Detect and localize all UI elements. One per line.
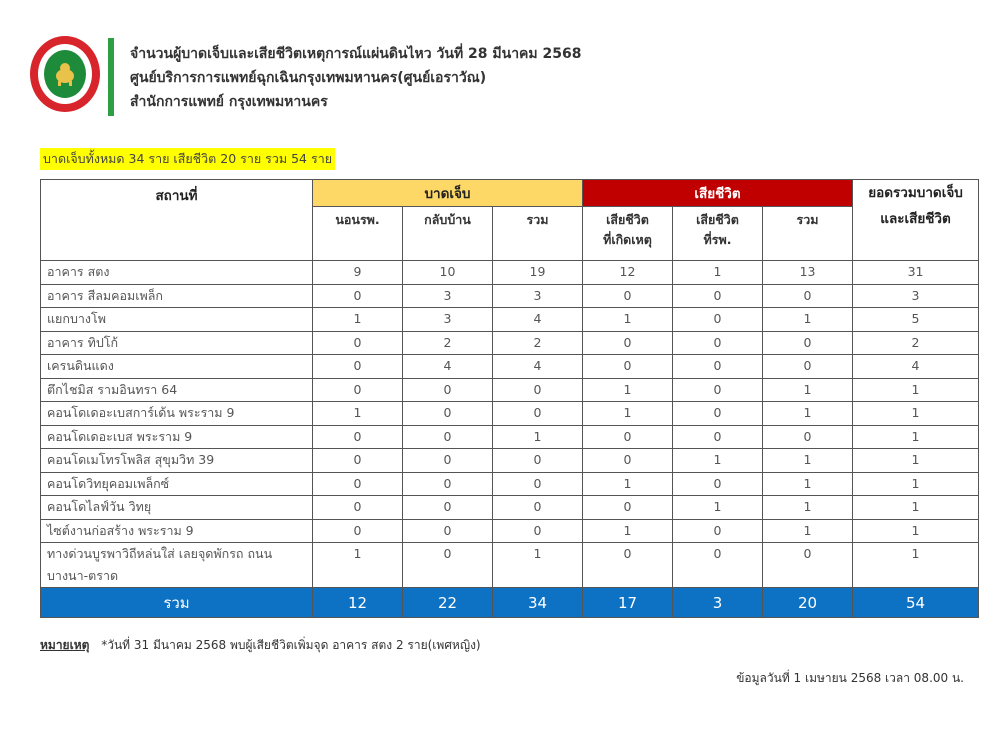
location-name: แยกบางโพ xyxy=(41,308,313,332)
count-cell: 1 xyxy=(493,543,583,588)
count-cell: 4 xyxy=(493,308,583,332)
table-row xyxy=(41,308,979,332)
count-cell: 0 xyxy=(673,378,763,402)
count-cell: 0 xyxy=(583,355,673,379)
report-header xyxy=(30,36,730,120)
count-cell: 0 xyxy=(583,449,673,473)
count-cell: 0 xyxy=(763,284,853,308)
count-cell: 0 xyxy=(493,378,583,402)
total-cell: 20 xyxy=(763,588,853,618)
count-cell: 0 xyxy=(583,284,673,308)
count-cell: 0 xyxy=(673,284,763,308)
count-cell: 0 xyxy=(403,449,493,473)
count-cell: 2 xyxy=(493,331,583,355)
table-row xyxy=(41,284,979,308)
count-cell: 12 xyxy=(583,261,673,285)
department-name: สำนักการแพทย์ กรุงเทพมหานคร xyxy=(130,94,328,110)
count-cell: 3 xyxy=(493,284,583,308)
count-cell: 0 xyxy=(313,519,403,543)
subheader-in-hospital: นอนรพ. xyxy=(313,207,403,261)
count-cell: 10 xyxy=(403,261,493,285)
location-name: คอนโดไลฟ์วัน วิทยุ xyxy=(41,496,313,520)
column-header-grand-total xyxy=(853,180,979,261)
table-row xyxy=(41,543,979,588)
count-cell: 1 xyxy=(763,308,853,332)
count-cell: 0 xyxy=(403,543,493,588)
location-name: เครนดินแดง xyxy=(41,355,313,379)
footnote-text: *วันที่ 31 มีนาคม 2568 พบผู้เสียชีวิตเพิ่มจุด อาคาร สตง 2 ราย(เพศหญิง) xyxy=(101,638,481,652)
location-name: อาคาร สตง xyxy=(41,261,313,285)
count-cell: 1 xyxy=(583,308,673,332)
location-name: คอนโดเดอะเบส พระราม 9 xyxy=(41,425,313,449)
count-cell: 1 xyxy=(853,472,979,496)
total-cell: 22 xyxy=(403,588,493,618)
count-cell: 0 xyxy=(313,331,403,355)
count-cell: 0 xyxy=(673,355,763,379)
subheader-dead-at-scene: เสียชีวิต ที่เกิดเหตุ xyxy=(583,207,673,261)
count-cell: 0 xyxy=(313,496,403,520)
count-cell: 1 xyxy=(853,496,979,520)
count-cell: 1 xyxy=(763,378,853,402)
total-row xyxy=(41,588,979,618)
count-cell: 1 xyxy=(763,472,853,496)
count-cell: 0 xyxy=(583,425,673,449)
count-cell: 1 xyxy=(493,425,583,449)
count-cell: 1 xyxy=(313,402,403,426)
count-cell: 0 xyxy=(313,378,403,402)
count-cell: 1 xyxy=(853,519,979,543)
table-row xyxy=(41,425,979,449)
count-cell: 1 xyxy=(673,449,763,473)
table-row xyxy=(41,355,979,379)
count-cell: 0 xyxy=(403,472,493,496)
table-row xyxy=(41,261,979,285)
total-cell: 34 xyxy=(493,588,583,618)
count-cell: 0 xyxy=(313,449,403,473)
group-header-injured: บาดเจ็บ xyxy=(313,180,583,207)
count-cell: 1 xyxy=(853,425,979,449)
count-cell: 0 xyxy=(763,355,853,379)
count-cell: 31 xyxy=(853,261,979,285)
count-cell: 0 xyxy=(493,472,583,496)
count-cell: 1 xyxy=(583,519,673,543)
count-cell: 0 xyxy=(403,378,493,402)
count-cell: 0 xyxy=(493,519,583,543)
casualty-table xyxy=(40,179,979,618)
count-cell: 1 xyxy=(763,402,853,426)
total-cell: 54 xyxy=(853,588,979,618)
count-cell: 0 xyxy=(673,308,763,332)
count-cell: 0 xyxy=(313,284,403,308)
report-title: จำนวนผู้บาดเจ็บและเสียชีวิตเหตุการณ์แผ่นดินไหว วันที่ 28 มีนาคม 2568 xyxy=(130,46,582,62)
table-row xyxy=(41,472,979,496)
count-cell: 0 xyxy=(313,355,403,379)
count-cell: 1 xyxy=(853,543,979,588)
count-cell: 0 xyxy=(673,472,763,496)
location-name: ตึกไชมิส รามอินทรา 64 xyxy=(41,378,313,402)
location-name: คอนโดวิทยุคอมเพล็กซ์ xyxy=(41,472,313,496)
count-cell: 4 xyxy=(853,355,979,379)
subheader-went-home: กลับบ้าน xyxy=(403,207,493,261)
table-row xyxy=(41,331,979,355)
column-header-place: สถานที่ xyxy=(41,180,313,261)
count-cell: 2 xyxy=(853,331,979,355)
count-cell: 0 xyxy=(673,331,763,355)
count-cell: 1 xyxy=(763,519,853,543)
count-cell: 0 xyxy=(493,449,583,473)
data-timestamp: ข้อมูลวันที่ 1 เมษายน 2568 เวลา 08.00 น. xyxy=(736,671,964,685)
count-cell: 1 xyxy=(673,496,763,520)
total-label: รวม xyxy=(41,588,313,618)
count-cell: 0 xyxy=(493,496,583,520)
count-cell: 2 xyxy=(403,331,493,355)
count-cell: 3 xyxy=(403,308,493,332)
count-cell: 0 xyxy=(313,425,403,449)
location-name: คอนโดเมโทรโพลิส สุขุมวิท 39 xyxy=(41,449,313,473)
count-cell: 1 xyxy=(853,449,979,473)
location-name: อาคาร สีลมคอมเพล็ก xyxy=(41,284,313,308)
count-cell: 3 xyxy=(853,284,979,308)
grand-total-header-line1: ยอดรวมบาดเจ็บ xyxy=(868,185,963,201)
count-cell: 1 xyxy=(763,496,853,520)
count-cell: 0 xyxy=(403,425,493,449)
count-cell: 0 xyxy=(763,543,853,588)
count-cell: 0 xyxy=(673,425,763,449)
erawan-elephant-seal-icon xyxy=(30,36,100,112)
count-cell: 3 xyxy=(403,284,493,308)
table-row xyxy=(41,519,979,543)
table-row xyxy=(41,378,979,402)
table-row xyxy=(41,496,979,520)
count-cell: 0 xyxy=(313,472,403,496)
count-cell: 0 xyxy=(583,496,673,520)
count-cell: 9 xyxy=(313,261,403,285)
count-cell: 1 xyxy=(853,402,979,426)
group-header-dead: เสียชีวิต xyxy=(583,180,853,207)
count-cell: 4 xyxy=(493,355,583,379)
subheader-dead-sum: รวม xyxy=(763,207,853,261)
count-cell: 13 xyxy=(763,261,853,285)
location-name: ทางด่วนบูรพาวิถีหล่นใส่ เลยจุดพักรถ ถนนบางนา-ตราด xyxy=(41,543,313,588)
location-name: คอนโดเดอะเบสการ์เด้น พระราม 9 xyxy=(41,402,313,426)
count-cell: 19 xyxy=(493,261,583,285)
subheader-dead-in-hospital: เสียชีวิต ที่รพ. xyxy=(673,207,763,261)
count-cell: 0 xyxy=(673,402,763,426)
agency-name: ศูนย์บริการการแพทย์ฉุกเฉินกรุงเทพมหานคร(ศูนย์เอราวัณ) xyxy=(130,70,487,86)
count-cell: 0 xyxy=(763,425,853,449)
count-cell: 0 xyxy=(403,519,493,543)
header-accent-bar xyxy=(108,38,114,116)
count-cell: 1 xyxy=(583,402,673,426)
count-cell: 0 xyxy=(583,331,673,355)
count-cell: 0 xyxy=(403,402,493,426)
count-cell: 5 xyxy=(853,308,979,332)
summary-highlight: บาดเจ็บทั้งหมด 34 ราย เสียชีวิต 20 ราย รวม 54 ราย xyxy=(40,148,335,170)
count-cell: 1 xyxy=(313,308,403,332)
count-cell: 0 xyxy=(673,519,763,543)
location-name: อาคาร ทิปโก้ xyxy=(41,331,313,355)
subheader-injured-sum: รวม xyxy=(493,207,583,261)
count-cell: 1 xyxy=(853,378,979,402)
count-cell: 1 xyxy=(583,378,673,402)
count-cell: 0 xyxy=(583,543,673,588)
header-titles xyxy=(130,42,582,114)
location-name: ไซต์งานก่อสร้าง พระราม 9 xyxy=(41,519,313,543)
count-cell: 0 xyxy=(673,543,763,588)
count-cell: 1 xyxy=(313,543,403,588)
count-cell: 1 xyxy=(673,261,763,285)
total-cell: 17 xyxy=(583,588,673,618)
total-cell: 12 xyxy=(313,588,403,618)
count-cell: 4 xyxy=(403,355,493,379)
count-cell: 1 xyxy=(763,449,853,473)
count-cell: 1 xyxy=(583,472,673,496)
count-cell: 0 xyxy=(763,331,853,355)
table-row xyxy=(41,402,979,426)
footnote-label: หมายเหตุ xyxy=(40,638,90,652)
grand-total-header-line2: และเสียชีวิต xyxy=(880,211,951,227)
total-cell: 3 xyxy=(673,588,763,618)
footnote xyxy=(40,636,481,655)
count-cell: 0 xyxy=(493,402,583,426)
table-row xyxy=(41,449,979,473)
count-cell: 0 xyxy=(403,496,493,520)
